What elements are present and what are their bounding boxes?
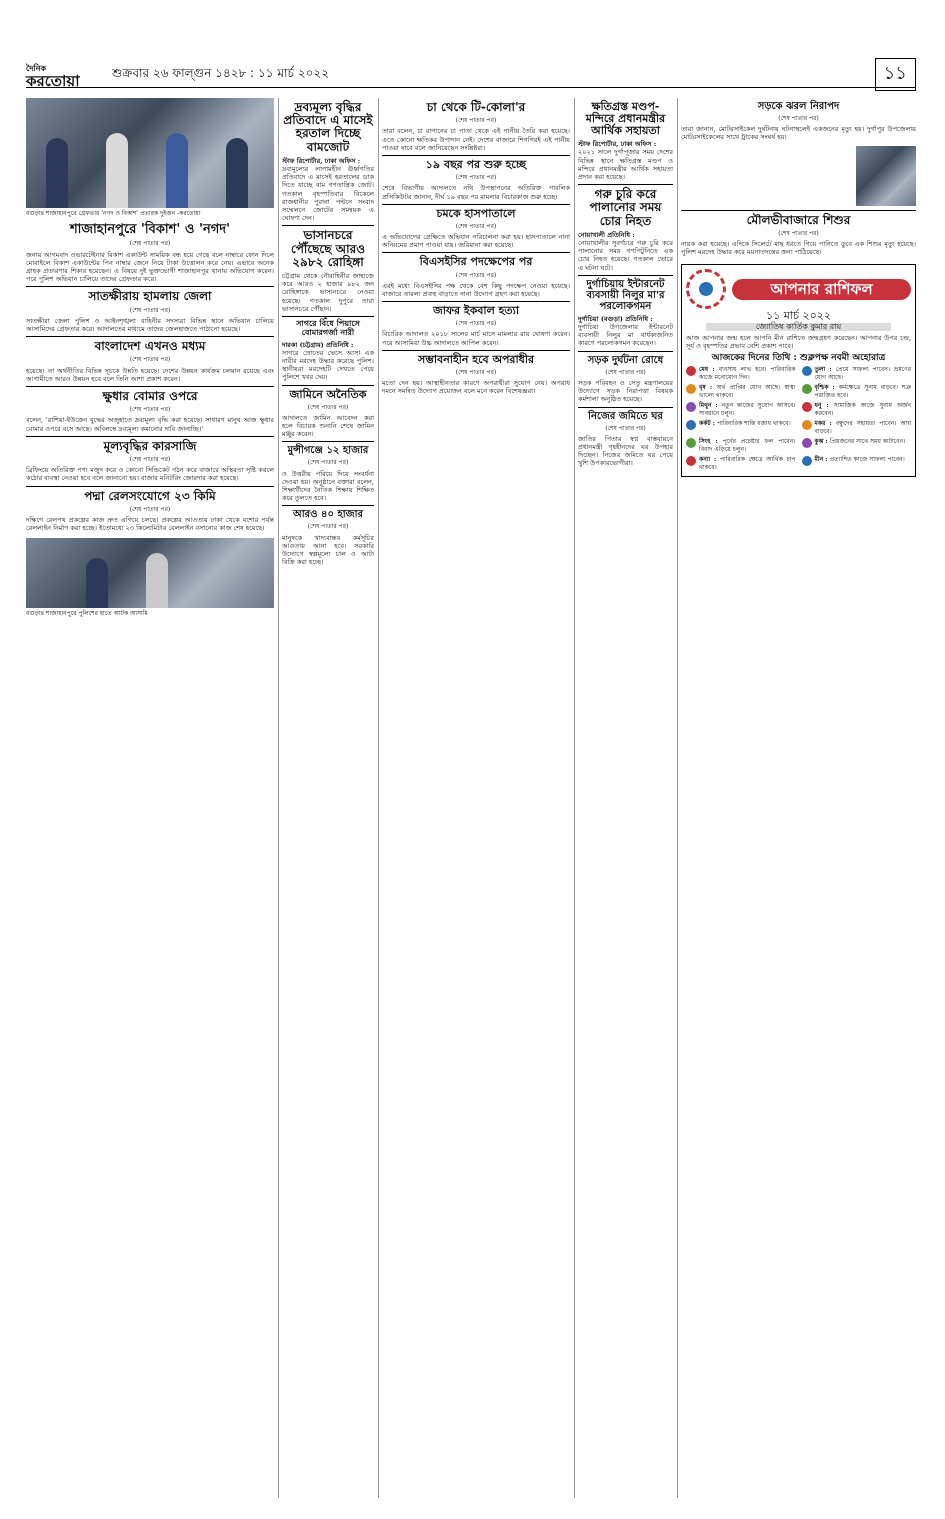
headline: পদ্মা রেলসংযোগে ২৩ কিমি xyxy=(84,488,216,503)
zodiac-icon xyxy=(686,402,696,412)
zodiac-sign-item xyxy=(802,384,912,400)
article-body: ও উত্তরীয় পরিয়ে দিয়ে সংবর্ধনা দেওয়া হয়। অনুষ্ঠানে বক্তারা বলেন, শিক্ষার্থীদের নৈতিক শিক্ষায় শিক্ষিত করে তুলতে হবে। xyxy=(282,469,374,503)
article-body: তারা জানান, মোটরসাইকেল দুর্ঘটনায় ঘটনাস্থলেই একজনের মৃত্যু হয়। দুর্গাপুর উপজেলায় মোটরসাইকেলের সাথে ট্রাকের সংঘর্ষ হয়। xyxy=(681,125,916,142)
headline: ক্ষুধার বোমার ওপরে xyxy=(102,388,198,403)
continued-label: (শেষ পাতার পর) xyxy=(129,406,171,414)
article-body: তারা বলেন, চা বাগানের চা পাতা থেকে এই পানীয় তৈরি করা হয়েছে। এতে কোনো ক্ষতিকর উপাদান নেই। দেশের বাজারে শিগগিরই এই পানীয় পাওয়া যাবে বলে জানিয়েছেন সংশ্লিষ্টরা। xyxy=(382,127,570,152)
headline: ভাসানচরে পৌঁছেছে আরও ২৯৮২ রোহিঙ্গা xyxy=(290,228,366,269)
zodiac-sign-item xyxy=(686,366,796,382)
article-body: ২০২১ সালে দুর্গাপূজার সময় দেশের বিভিন্ন স্থানে ক্ষতিগ্রস্ত মণ্ডপ ও মন্দিরে প্রধানমন্ত্রীর আর্থিক সহায়তা প্রদান করা হয়েছে। xyxy=(578,148,673,182)
page-header xyxy=(26,62,916,88)
zodiac-sign-text: কর্কট : পারিবারিক শান্তি বজায় থাকবে। xyxy=(699,420,791,428)
article-body: ব্রিফিংয়ে অতিরিক্ত পণ্য মজুদ করে ও কোনো সিন্ডিকেট গঠন করে বাজারে অস্থিরতা সৃষ্টি করলে কঠোর ব্যবস্থা নেওয়া হবে বলে জানানো হয়। বাজার মনিটরিং জোরদার করা হয়েছে। xyxy=(26,466,274,483)
byline: স্টাফ রিপোর্টার, ঢাকা অফিস : xyxy=(282,156,361,165)
masthead-top: দৈনিক xyxy=(26,63,47,73)
zodiac-sign-item xyxy=(686,402,796,418)
article-body: হয়েছে। তা অর্থনীতির বিভিন্ন সূচকে উন্নতি হয়েছে। দেশের উন্নয়ন কার্যক্রম চলমান রয়েছে এবং আগামীতে আরও উন্নয়ন হবে বলে তিনি আশা প্রকাশ করেন। xyxy=(26,366,274,383)
continued-label: (শেষ পাতার পর) xyxy=(307,403,349,411)
zodiac-sign-item xyxy=(686,438,796,454)
headline: সড়কে ঝরল নিরাপদ xyxy=(757,101,840,112)
zodiac-icon xyxy=(802,438,812,448)
zodiac-sign-list xyxy=(686,366,911,472)
news-photo-police xyxy=(26,98,274,208)
headline: সম্ভাবনাহীন হবে অপরাধীর xyxy=(417,352,535,366)
byline: নোয়াখালী প্রতিনিধি : xyxy=(578,230,635,239)
zodiac-sign-name: তুলা : xyxy=(814,366,836,374)
article-body: নায়ক করা হয়েছে। এদিকে সিলেটে মাছ ধরতে গিয়ে পানিতে ডুবে এক শিশুর মৃত্যু হয়েছে। পুলিশ মরদেহ উদ্ধার করে ময়নাতদন্তের জন্য পাঠিয়েছে। xyxy=(681,240,916,257)
horoscope-author: জ্যোতিষ কার্তিক কুমার রায় xyxy=(706,323,891,331)
headline: সাতক্ষীরায় হামলায় জেলা xyxy=(88,289,212,304)
byline: স্টাফ রিপোর্টার, ঢাকা অফিস : xyxy=(578,140,657,149)
zodiac-icon xyxy=(802,384,812,394)
article-body: জনায় আগমবাদ ওভারটেইনার বিকাশ একাউন্ট সাময়িক বন্ধ হয়ে গেছে বলে নাম্বারে ফোন দিলে মোবাইলে বিকাশ একাউন্টের পিন নাম্বার জেনে নিয়ে টাকা উত্তোলন করে নেয়। এভাবে অনেক গ্রাহক প্রতারণার শিকার হয়েছেন। এ বিষয়ে দুই ভুক্তভোগী শাজাহানপুর থানায় অভিযোগ করেন। পরে পুলিশ অভিযান চালিয়ে তাদের গ্রেফতার করে। xyxy=(26,250,274,284)
headline: সড়ক দুর্ঘটনা রোধে xyxy=(587,354,664,366)
zodiac-sign-name: মিথুন : xyxy=(699,402,722,410)
article-body: বিচারিক আদালত ২০১৮ সালের মার্চ মাসে মামলার রায় ঘোষণা করেন। পরে আসামিরা উচ্চ আদালতে আপিল করেন। xyxy=(382,330,570,347)
tithi-line: আজকের দিনের তিথি : শুক্লপক্ষ নবমী অহোরাত্র xyxy=(711,352,886,363)
zodiac-sign-item xyxy=(686,420,796,436)
zodiac-icon xyxy=(802,366,812,376)
zodiac-sign-text: মিথুন : নতুন কাজের সুযোগ আসবে। সাবধানে চলুন। xyxy=(699,402,796,418)
zodiac-sign-name: মীন : xyxy=(814,456,830,464)
zodiac-sign-item xyxy=(802,366,912,382)
headline: মৌলভীবাজারে শিশুর xyxy=(746,212,851,227)
zodiac-icon xyxy=(686,384,696,394)
article-body: শেষে বিভাগীয় আদালতে নথি উপস্থাপনের অতিরিক্ত পাবলিক প্রসিকিউটর জানান, দীর্ঘ ১৯ বছর পর মামলার বিচারকাজ শুরু হচ্ছে। xyxy=(382,184,570,201)
column-4 xyxy=(578,98,673,1498)
continued-label: (শেষ পাতার পর) xyxy=(605,424,646,432)
zodiac-sign-name: সিংহ : xyxy=(699,438,723,446)
headline: আরও ৪০ হাজার xyxy=(293,509,363,521)
zodiac-icon xyxy=(802,456,812,466)
zodiac-icon xyxy=(686,438,696,448)
zodiac-sign-item xyxy=(802,456,912,472)
headline: বাংলাদেশ এখনও মধ্যম xyxy=(94,339,206,354)
headline: বিএসইসির পদক্ষেপের পর xyxy=(419,255,533,269)
zodiac-sign-name: বৃষ : xyxy=(699,384,717,392)
continued-label: (শেষ পাতার পর) xyxy=(778,229,819,237)
portrait-photo xyxy=(856,146,916,206)
zodiac-sign-item xyxy=(802,438,912,454)
headline: মুন্সীগঞ্জে ১২ হাজার xyxy=(287,445,369,457)
article-body: নোয়াখালীর সুবর্ণচরে গরু চুরি করে পালানোর সময় গণপিটুনিতে এক চোর নিহত হয়েছে। গতকাল ভোরে এ ঘটনা ঘটে। xyxy=(578,239,673,272)
horoscope-intro: আজ আপনার জন্ম হলে আপনি মীন রাশিতে জন্মগ্রহণ করেছেন। আপনার উপর চন্দ্র, সূর্য ও বৃহস্পতির প্রভাব বেশি প্রকাশ পাবে। xyxy=(686,333,911,350)
zodiac-sign-text: মকর : বন্ধুদের সহায়তা পাবেন। আয় বাড়বে। xyxy=(814,420,911,436)
column-2 xyxy=(282,98,374,1498)
headline: দুর্গাচিয়ায় ইন্টারনেট ব্যবসায়ী নিলুর মা'র পরলোকগমন xyxy=(586,278,665,312)
horoscope-date: ১১ মার্চ ২০২২ xyxy=(765,309,832,323)
column-5 xyxy=(681,98,916,1498)
continued-label: (শেষ পাতার পর) xyxy=(129,306,171,314)
zodiac-sign-text: মেষ : ব্যবসায় লাভ হবে। পারিবারিক কাজে মনোযোগ দিন। xyxy=(699,366,796,382)
masthead-title: করতোয়া xyxy=(26,71,80,90)
zodiac-sign-name: ধনু : xyxy=(814,402,834,410)
byline: দারকা (চট্টগ্রাম) প্রতিনিধি : xyxy=(282,340,354,349)
horoscope-box xyxy=(681,264,916,477)
zodiac-sign-item xyxy=(802,402,912,418)
zodiac-icon xyxy=(686,366,696,376)
zodiac-icon xyxy=(802,402,812,412)
zodiac-sign-name: মকর : xyxy=(814,420,836,428)
column-1 xyxy=(26,98,274,1498)
article-body: দ্রব্যমূল্যের লাগামহীন ঊর্ধ্বগতির প্রতিবাদে এ মাসেই হরতালের ডাক দিতে যাচ্ছে বাম গণতান্ত্রিক জোট। গতকাল বৃহস্পতিবার বিকেলে রাজধানীর পুরানা পল্টনে সংবাদ সম্মেলনে জোটের সমন্বয়ক এ ঘোষণা দেন। xyxy=(282,164,374,223)
zodiac-sign-text: বৃশ্চিক : কর্মক্ষেত্রে সুনাম বাড়বে। শত্রু পরাজিত হবে। xyxy=(814,384,912,400)
headline: মূল্যবৃদ্ধির কারসাজি xyxy=(103,438,197,453)
article-body: সাতক্ষীরা জেলা পুলিশ ও আইনশৃঙ্খলা বাহিনীর সদস্যরা বিভিন্ন স্থানে অভিযান চালিয়ে আসামিদের গ্রেফতার করে। আদালতের মাধ্যমে তাদের জেলহাজতে পাঠানো হয়েছে। xyxy=(26,316,274,333)
zodiac-sign-text: কন্যা : পারিবারিক ক্ষেত্রে আর্থিক চাপ থাকবে। xyxy=(699,456,796,472)
zodiac-sign-text: কুম্ভ : প্রিয়জনের সাথে সময় কাটাবেন। xyxy=(814,438,906,446)
article-body: মানুষকে খাদ্যবান্ধব কর্মসূচির আওতায় আনা হবে। সরকারি উদ্যোগে স্বল্পমূল্যে চাল ও আটা বিক্রি করা হচ্ছে। xyxy=(282,533,374,567)
column-3 xyxy=(382,98,570,1498)
zodiac-wheel-icon xyxy=(686,269,726,309)
zodiac-sign-item xyxy=(686,384,796,400)
masthead-logo xyxy=(26,63,104,90)
continued-label: (শেষ পাতার পর) xyxy=(129,240,171,248)
continued-label: (শেষ পাতার পর) xyxy=(307,523,349,531)
page-number: ১১ xyxy=(875,58,916,91)
zodiac-sign-text: তুলা : প্রেমে সাফল্য পাবেন। ভ্রমণের যোগ আছে। xyxy=(814,366,912,382)
article-body: সাগরে স্রোতের ভেসে আসা এক নারীর মরদেহ উদ্ধার করেছে পুলিশ। স্থানীয়রা মরদেহটি দেখতে পেয়ে পুলিশে খবর দেয়। xyxy=(282,348,374,382)
zodiac-sign-text: মীন : প্রত্যাশিত কাজে সাফল্য পাবেন। xyxy=(814,456,905,464)
zodiac-sign-name: কর্কট : xyxy=(699,420,718,428)
horoscope-title: আপনার রাশিফল xyxy=(732,279,911,299)
article-body: দক্ষিণে রেলপথ প্রকল্পের কাজ দ্রুত এগিয়ে চলছে। প্রকল্পের আওতায় ঢাকা থেকে যশোর পর্যন্ত রেললাইন নির্মাণ করা হচ্ছে। ইতোমধ্যে ২৩ কিলোমিটার রেললাইন বসানোর কাজ শেষ হয়েছে। xyxy=(26,515,274,533)
continued-label: (শেষ পাতার পর) xyxy=(455,368,497,376)
article-body: মতো দেন হয়। আস্থাহীনতার কারণে অপরাধীরা সুযোগ নেয়। অপরাধ দমনে সমন্বিত উদ্যোগ প্রয়োজন বলে মনে করেন বিশেষজ্ঞরা। xyxy=(382,379,570,396)
zodiac-icon xyxy=(686,420,696,430)
headline: ক্ষতিগ্রস্ত মণ্ডপ-মন্দিরে প্রধানমন্ত্রীর আর্থিক সহায়তা xyxy=(585,100,666,138)
zodiac-icon xyxy=(802,420,812,430)
zodiac-sign-name: বৃশ্চিক : xyxy=(814,384,839,392)
byline: দুর্গাচিয়া (বগুড়া) প্রতিনিধি : xyxy=(578,314,653,323)
zodiac-sign-text: সিংহ : পূর্বের প্রচেষ্টার ফল পাবেন। বিবাদ এড়িয়ে চলুন। xyxy=(699,438,796,454)
article-body: চট্টগ্রাম থেকে নৌবাহিনীর জাহাজে করে আরও ২ হাজার ৯৮২ জন রোহিঙ্গাকে ভাসানচরে নেওয়া হয়েছে। গতকাল দুপুরে তারা ভাসানচরে পৌঁছান। xyxy=(282,271,374,313)
issue-date: শুক্রবার ২৬ ফাল্গুন ১৪২৮ : ১১ মার্চ ২০২২ xyxy=(112,65,330,80)
zodiac-sign-text: ধনু : সামাজিক কাজে সুনাম অর্জন করবেন। xyxy=(814,402,911,418)
article-body: দুর্গাচিয়া উপজেলার ইন্টারনেট ব্যবসায়ী নিলুর মা বার্ধক্যজনিত কারণে পরলোকগমন করেছেন। xyxy=(578,323,673,348)
article-body: সড়ক পরিবহন ও সেতু মন্ত্রণালয়ের উদ্যোগে সড়ক নিরাপত্তা বিষয়ক কর্মশালা অনুষ্ঠিত হয়েছে। xyxy=(578,378,673,404)
article-body: জাতির পিতার স্বপ্ন বাস্তবায়নে প্রধানমন্ত্রী গৃহহীনদের ঘর উপহার দিচ্ছেন। নিজের জমিতে ঘর পেয়ে খুশি উপকারভোগীরা। xyxy=(578,434,673,468)
continued-label: (শেষ পাতার পর) xyxy=(778,115,819,122)
article-body: এ অভিযোগের প্রেক্ষিতে অভিযান পরিচালনা করা হয়। হাসপাতালে নানা অনিয়মের প্রমাণ পাওয়া যায়। জরিমানা করা হয়েছে। xyxy=(382,233,570,250)
headline: ১৯ বছর পর শুরু হচ্ছে xyxy=(425,158,527,171)
zodiac-sign-name: কন্যা : xyxy=(699,456,720,464)
continued-label: (শেষ পাতার পর) xyxy=(129,505,171,513)
headline: দ্রব্যমূল্য বৃদ্ধির প্রতিবাদে এ মাসেই হরতাল দিচ্ছে বামজোট xyxy=(283,100,373,154)
continued-label: (শেষ পাতার পর) xyxy=(307,459,349,467)
headline: নিজের জমিতে ঘর xyxy=(588,410,663,422)
headline: জামিনে অনৈতিক xyxy=(289,387,367,401)
article-body: আদালতে জামিন আবেদন করা হলে বিচারক শুনানি শেষে জামিন মঞ্জুর করেন। xyxy=(282,413,374,439)
continued-label: (শেষ পাতার পর) xyxy=(129,356,171,364)
continued-label: (শেষ পাতার পর) xyxy=(455,117,497,125)
photo-caption: বগুড়ার শাজাহানপুরে গ্রেফতার 'নগদ ও বিকাশ' প্রতারক দুইজন -করতোয়া xyxy=(26,210,201,217)
headline: সাগরে বিঁধে পিয়াসে বোমারগর্জা নারী xyxy=(296,318,360,337)
zodiac-icon xyxy=(686,456,696,466)
headline: জাফর ইকবাল হত্যা xyxy=(432,304,520,318)
zodiac-sign-text: বৃষ : অর্থ প্রাপ্তির যোগ আছে। স্বাস্থ্য ভালো থাকবে। xyxy=(699,384,796,400)
headline: গরু চুরি করে পালানোর সময় চোর নিহত xyxy=(589,187,662,228)
continued-label: (শেষ পাতার পর) xyxy=(605,368,646,376)
headline: চমকে হাসপাতালে xyxy=(436,206,516,220)
zodiac-sign-name: কুম্ভ : xyxy=(814,438,830,446)
article-body: বলেন, 'রাশিয়া-ইউক্রেন যুদ্ধের অজুহাতে দ্রব্যমূল্য বৃদ্ধি করা হয়েছে। সাধারণ মানুষ আজ ক্ষুধার বোমার ওপরে বসে আছে। অবিলম্বে দ্রব্যমূল্য কমানোর দাবি জানাচ্ছি।' xyxy=(26,416,274,433)
continued-label: (শেষ পাতার পর) xyxy=(455,271,497,279)
continued-label: (শেষ পাতার পর) xyxy=(129,455,171,463)
article-body: এরই মধ্যে বিএসইসির পক্ষ থেকে বেশ কিছু পদক্ষেপ নেওয়া হয়েছে। বাজারে তারল্য প্রবাহ বাড়াতে নানা উদ্যোগ গ্রহণ করা হয়েছে। xyxy=(382,281,570,298)
headline: চা থেকে টি-কোলা'র xyxy=(426,100,526,114)
photo-caption: বগুড়ার শাজাহানপুরে পুলিশের হাতে আটক আসামি xyxy=(26,610,148,618)
zodiac-sign-item xyxy=(802,420,912,436)
zodiac-sign-item xyxy=(686,456,796,472)
headline: শাজাহানপুরে 'বিকাশ' ও 'নগদ' xyxy=(69,222,231,237)
news-photo-arrest xyxy=(26,538,274,608)
continued-label: (শেষ পাতার পর) xyxy=(455,174,497,182)
zodiac-sign-name: মেষ : xyxy=(699,366,719,374)
continued-label: (শেষ পাতার পর) xyxy=(455,222,497,230)
continued-label: (শেষ পাতার পর) xyxy=(455,320,497,328)
